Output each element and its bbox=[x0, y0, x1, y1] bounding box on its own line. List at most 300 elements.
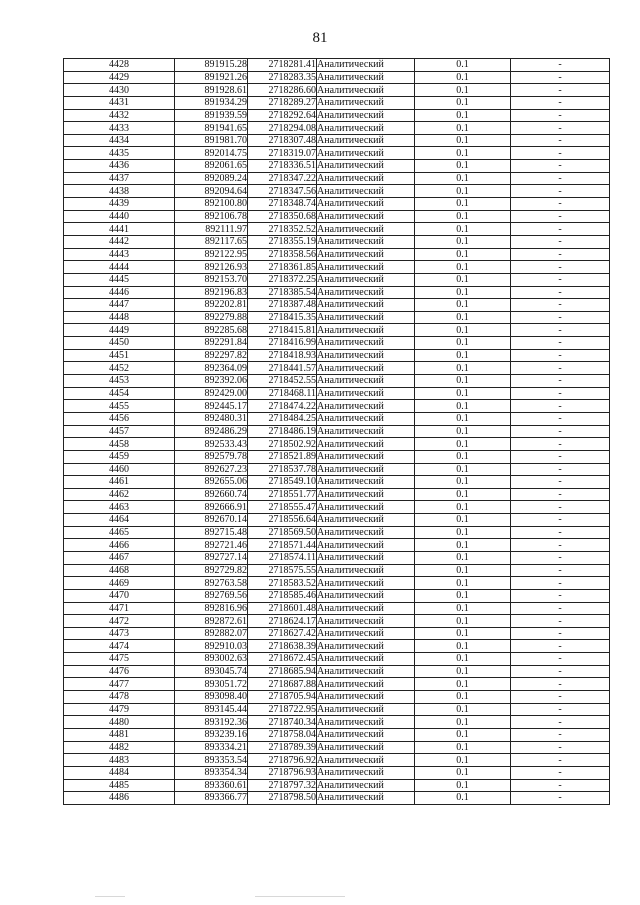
table-row bbox=[64, 741, 610, 754]
method-cell: Аналитический bbox=[317, 261, 415, 274]
y-coordinate-cell: 2718286.60 bbox=[248, 84, 317, 97]
table-row bbox=[64, 514, 610, 527]
y-coordinate-cell: 2718797.32 bbox=[248, 779, 317, 792]
method-cell: Аналитический bbox=[317, 741, 415, 754]
y-coordinate-cell: 2718441.57 bbox=[248, 362, 317, 375]
note-cell: - bbox=[511, 602, 610, 615]
x-coordinate-cell: 892429.00 bbox=[175, 387, 248, 400]
accuracy-cell: 0.1 bbox=[415, 235, 511, 248]
table-row bbox=[64, 425, 610, 438]
x-coordinate-cell: 893360.61 bbox=[175, 779, 248, 792]
accuracy-cell: 0.1 bbox=[415, 337, 511, 350]
accuracy-cell: 0.1 bbox=[415, 741, 511, 754]
y-coordinate-cell: 2718575.55 bbox=[248, 564, 317, 577]
point-number-cell: 4435 bbox=[64, 147, 175, 160]
table-row bbox=[64, 362, 610, 375]
x-coordinate-cell: 892763.58 bbox=[175, 577, 248, 590]
accuracy-cell: 0.1 bbox=[415, 501, 511, 514]
method-cell: Аналитический bbox=[317, 602, 415, 615]
note-cell: - bbox=[511, 640, 610, 653]
method-cell: Аналитический bbox=[317, 210, 415, 223]
y-coordinate-cell: 2718798.50 bbox=[248, 792, 317, 805]
page-number: 81 bbox=[312, 30, 328, 46]
y-coordinate-cell: 2718474.22 bbox=[248, 400, 317, 413]
point-number-cell: 4449 bbox=[64, 324, 175, 337]
y-coordinate-cell: 2718705.94 bbox=[248, 691, 317, 704]
note-cell: - bbox=[511, 728, 610, 741]
note-cell: - bbox=[511, 337, 610, 350]
note-cell: - bbox=[511, 589, 610, 602]
y-coordinate-cell: 2718385.54 bbox=[248, 286, 317, 299]
method-cell: Аналитический bbox=[317, 387, 415, 400]
note-cell: - bbox=[511, 185, 610, 198]
method-cell: Аналитический bbox=[317, 134, 415, 147]
x-coordinate-cell: 892721.46 bbox=[175, 539, 248, 552]
point-number-cell: 4475 bbox=[64, 653, 175, 666]
point-number-cell: 4458 bbox=[64, 438, 175, 451]
accuracy-cell: 0.1 bbox=[415, 476, 511, 489]
y-coordinate-cell: 2718796.92 bbox=[248, 754, 317, 767]
method-cell: Аналитический bbox=[317, 678, 415, 691]
point-number-cell: 4465 bbox=[64, 526, 175, 539]
accuracy-cell: 0.1 bbox=[415, 412, 511, 425]
method-cell: Аналитический bbox=[317, 450, 415, 463]
x-coordinate-cell: 892670.14 bbox=[175, 514, 248, 527]
x-coordinate-cell: 893192.36 bbox=[175, 716, 248, 729]
point-number-cell: 4439 bbox=[64, 198, 175, 211]
table-row bbox=[64, 59, 610, 72]
method-cell: Аналитический bbox=[317, 438, 415, 451]
table-row bbox=[64, 653, 610, 666]
x-coordinate-cell: 892100.80 bbox=[175, 198, 248, 211]
note-cell: - bbox=[511, 109, 610, 122]
x-coordinate-cell: 893354.34 bbox=[175, 766, 248, 779]
note-cell: - bbox=[511, 248, 610, 261]
accuracy-cell: 0.1 bbox=[415, 627, 511, 640]
method-cell: Аналитический bbox=[317, 514, 415, 527]
accuracy-cell: 0.1 bbox=[415, 122, 511, 135]
table-row bbox=[64, 754, 610, 767]
table-row bbox=[64, 792, 610, 805]
x-coordinate-cell: 892445.17 bbox=[175, 400, 248, 413]
accuracy-cell: 0.1 bbox=[415, 615, 511, 628]
y-coordinate-cell: 2718415.35 bbox=[248, 311, 317, 324]
coordinates-table-body bbox=[64, 59, 610, 805]
y-coordinate-cell: 2718294.08 bbox=[248, 122, 317, 135]
note-cell: - bbox=[511, 235, 610, 248]
table-row bbox=[64, 400, 610, 413]
note-cell: - bbox=[511, 450, 610, 463]
point-number-cell: 4453 bbox=[64, 375, 175, 388]
point-number-cell: 4454 bbox=[64, 387, 175, 400]
method-cell: Аналитический bbox=[317, 198, 415, 211]
method-cell: Аналитический bbox=[317, 299, 415, 312]
x-coordinate-cell: 891939.59 bbox=[175, 109, 248, 122]
y-coordinate-cell: 2718685.94 bbox=[248, 665, 317, 678]
x-coordinate-cell: 892202.81 bbox=[175, 299, 248, 312]
note-cell: - bbox=[511, 691, 610, 704]
point-number-cell: 4467 bbox=[64, 551, 175, 564]
note-cell: - bbox=[511, 324, 610, 337]
method-cell: Аналитический bbox=[317, 223, 415, 236]
table-row bbox=[64, 438, 610, 451]
method-cell: Аналитический bbox=[317, 463, 415, 476]
method-cell: Аналитический bbox=[317, 476, 415, 489]
accuracy-cell: 0.1 bbox=[415, 678, 511, 691]
accuracy-cell: 0.1 bbox=[415, 716, 511, 729]
point-number-cell: 4456 bbox=[64, 412, 175, 425]
note-cell: - bbox=[511, 84, 610, 97]
point-number-cell: 4450 bbox=[64, 337, 175, 350]
note-cell: - bbox=[511, 273, 610, 286]
x-coordinate-cell: 892297.82 bbox=[175, 349, 248, 362]
method-cell: Аналитический bbox=[317, 766, 415, 779]
point-number-cell: 4428 bbox=[64, 59, 175, 72]
method-cell: Аналитический bbox=[317, 577, 415, 590]
table-row bbox=[64, 779, 610, 792]
method-cell: Аналитический bbox=[317, 400, 415, 413]
method-cell: Аналитический bbox=[317, 109, 415, 122]
method-cell: Аналитический bbox=[317, 615, 415, 628]
method-cell: Аналитический bbox=[317, 324, 415, 337]
point-number-cell: 4459 bbox=[64, 450, 175, 463]
table-row bbox=[64, 248, 610, 261]
note-cell: - bbox=[511, 425, 610, 438]
point-number-cell: 4443 bbox=[64, 248, 175, 261]
y-coordinate-cell: 2718452.55 bbox=[248, 375, 317, 388]
method-cell: Аналитический bbox=[317, 665, 415, 678]
method-cell: Аналитический bbox=[317, 122, 415, 135]
y-coordinate-cell: 2718601.48 bbox=[248, 602, 317, 615]
note-cell: - bbox=[511, 577, 610, 590]
x-coordinate-cell: 892089.24 bbox=[175, 172, 248, 185]
x-coordinate-cell: 893051.72 bbox=[175, 678, 248, 691]
accuracy-cell: 0.1 bbox=[415, 653, 511, 666]
x-coordinate-cell: 893239.16 bbox=[175, 728, 248, 741]
x-coordinate-cell: 892061.65 bbox=[175, 160, 248, 173]
y-coordinate-cell: 2718372.25 bbox=[248, 273, 317, 286]
x-coordinate-cell: 892910.03 bbox=[175, 640, 248, 653]
accuracy-cell: 0.1 bbox=[415, 450, 511, 463]
y-coordinate-cell: 2718348.74 bbox=[248, 198, 317, 211]
note-cell: - bbox=[511, 147, 610, 160]
x-coordinate-cell: 891934.29 bbox=[175, 96, 248, 109]
note-cell: - bbox=[511, 514, 610, 527]
x-coordinate-cell: 892660.74 bbox=[175, 488, 248, 501]
note-cell: - bbox=[511, 754, 610, 767]
method-cell: Аналитический bbox=[317, 248, 415, 261]
accuracy-cell: 0.1 bbox=[415, 185, 511, 198]
accuracy-cell: 0.1 bbox=[415, 754, 511, 767]
point-number-cell: 4470 bbox=[64, 589, 175, 602]
x-coordinate-cell: 892117.65 bbox=[175, 235, 248, 248]
note-cell: - bbox=[511, 716, 610, 729]
x-coordinate-cell: 892111.97 bbox=[175, 223, 248, 236]
note-cell: - bbox=[511, 476, 610, 489]
method-cell: Аналитический bbox=[317, 96, 415, 109]
accuracy-cell: 0.1 bbox=[415, 488, 511, 501]
scan-artifact bbox=[95, 896, 125, 897]
accuracy-cell: 0.1 bbox=[415, 539, 511, 552]
method-cell: Аналитический bbox=[317, 703, 415, 716]
y-coordinate-cell: 2718638.39 bbox=[248, 640, 317, 653]
table-row bbox=[64, 349, 610, 362]
method-cell: Аналитический bbox=[317, 627, 415, 640]
x-coordinate-cell: 892715.48 bbox=[175, 526, 248, 539]
accuracy-cell: 0.1 bbox=[415, 640, 511, 653]
y-coordinate-cell: 2718537.78 bbox=[248, 463, 317, 476]
point-number-cell: 4483 bbox=[64, 754, 175, 767]
point-number-cell: 4484 bbox=[64, 766, 175, 779]
point-number-cell: 4471 bbox=[64, 602, 175, 615]
x-coordinate-cell: 891981.70 bbox=[175, 134, 248, 147]
y-coordinate-cell: 2718358.56 bbox=[248, 248, 317, 261]
y-coordinate-cell: 2718484.25 bbox=[248, 412, 317, 425]
accuracy-cell: 0.1 bbox=[415, 779, 511, 792]
accuracy-cell: 0.1 bbox=[415, 691, 511, 704]
point-number-cell: 4477 bbox=[64, 678, 175, 691]
method-cell: Аналитический bbox=[317, 539, 415, 552]
y-coordinate-cell: 2718583.52 bbox=[248, 577, 317, 590]
accuracy-cell: 0.1 bbox=[415, 589, 511, 602]
point-number-cell: 4441 bbox=[64, 223, 175, 236]
accuracy-cell: 0.1 bbox=[415, 311, 511, 324]
note-cell: - bbox=[511, 779, 610, 792]
note-cell: - bbox=[511, 59, 610, 72]
point-number-cell: 4447 bbox=[64, 299, 175, 312]
table-row bbox=[64, 223, 610, 236]
point-number-cell: 4433 bbox=[64, 122, 175, 135]
method-cell: Аналитический bbox=[317, 273, 415, 286]
accuracy-cell: 0.1 bbox=[415, 387, 511, 400]
y-coordinate-cell: 2718350.68 bbox=[248, 210, 317, 223]
y-coordinate-cell: 2718486.19 bbox=[248, 425, 317, 438]
y-coordinate-cell: 2718502.92 bbox=[248, 438, 317, 451]
y-coordinate-cell: 2718585.46 bbox=[248, 589, 317, 602]
method-cell: Аналитический bbox=[317, 589, 415, 602]
point-number-cell: 4432 bbox=[64, 109, 175, 122]
table-row bbox=[64, 261, 610, 274]
point-number-cell: 4468 bbox=[64, 564, 175, 577]
x-coordinate-cell: 892126.93 bbox=[175, 261, 248, 274]
method-cell: Аналитический bbox=[317, 653, 415, 666]
table-row bbox=[64, 337, 610, 350]
point-number-cell: 4436 bbox=[64, 160, 175, 173]
method-cell: Аналитический bbox=[317, 235, 415, 248]
method-cell: Аналитический bbox=[317, 337, 415, 350]
table-row bbox=[64, 450, 610, 463]
note-cell: - bbox=[511, 526, 610, 539]
y-coordinate-cell: 2718740.34 bbox=[248, 716, 317, 729]
note-cell: - bbox=[511, 96, 610, 109]
table-row bbox=[64, 488, 610, 501]
table-row bbox=[64, 627, 610, 640]
note-cell: - bbox=[511, 172, 610, 185]
accuracy-cell: 0.1 bbox=[415, 792, 511, 805]
point-number-cell: 4463 bbox=[64, 501, 175, 514]
note-cell: - bbox=[511, 564, 610, 577]
point-number-cell: 4462 bbox=[64, 488, 175, 501]
accuracy-cell: 0.1 bbox=[415, 324, 511, 337]
table-row bbox=[64, 551, 610, 564]
note-cell: - bbox=[511, 71, 610, 84]
note-cell: - bbox=[511, 463, 610, 476]
table-row bbox=[64, 84, 610, 97]
x-coordinate-cell: 892727.14 bbox=[175, 551, 248, 564]
point-number-cell: 4485 bbox=[64, 779, 175, 792]
table-row bbox=[64, 311, 610, 324]
table-row bbox=[64, 678, 610, 691]
y-coordinate-cell: 2718758.04 bbox=[248, 728, 317, 741]
y-coordinate-cell: 2718292.64 bbox=[248, 109, 317, 122]
accuracy-cell: 0.1 bbox=[415, 551, 511, 564]
accuracy-cell: 0.1 bbox=[415, 400, 511, 413]
x-coordinate-cell: 892106.78 bbox=[175, 210, 248, 223]
y-coordinate-cell: 2718307.48 bbox=[248, 134, 317, 147]
table-row bbox=[64, 160, 610, 173]
y-coordinate-cell: 2718556.64 bbox=[248, 514, 317, 527]
accuracy-cell: 0.1 bbox=[415, 438, 511, 451]
point-number-cell: 4431 bbox=[64, 96, 175, 109]
accuracy-cell: 0.1 bbox=[415, 514, 511, 527]
y-coordinate-cell: 2718281.41 bbox=[248, 59, 317, 72]
accuracy-cell: 0.1 bbox=[415, 198, 511, 211]
x-coordinate-cell: 892769.56 bbox=[175, 589, 248, 602]
y-coordinate-cell: 2718347.22 bbox=[248, 172, 317, 185]
note-cell: - bbox=[511, 400, 610, 413]
method-cell: Аналитический bbox=[317, 311, 415, 324]
x-coordinate-cell: 892153.70 bbox=[175, 273, 248, 286]
x-coordinate-cell: 893145.44 bbox=[175, 703, 248, 716]
note-cell: - bbox=[511, 198, 610, 211]
scan-artifact bbox=[255, 896, 345, 897]
point-number-cell: 4473 bbox=[64, 627, 175, 640]
accuracy-cell: 0.1 bbox=[415, 703, 511, 716]
method-cell: Аналитический bbox=[317, 792, 415, 805]
y-coordinate-cell: 2718416.99 bbox=[248, 337, 317, 350]
x-coordinate-cell: 892729.82 bbox=[175, 564, 248, 577]
accuracy-cell: 0.1 bbox=[415, 728, 511, 741]
y-coordinate-cell: 2718347.56 bbox=[248, 185, 317, 198]
x-coordinate-cell: 893366.77 bbox=[175, 792, 248, 805]
point-number-cell: 4486 bbox=[64, 792, 175, 805]
note-cell: - bbox=[511, 501, 610, 514]
y-coordinate-cell: 2718672.45 bbox=[248, 653, 317, 666]
y-coordinate-cell: 2718569.50 bbox=[248, 526, 317, 539]
x-coordinate-cell: 891921.26 bbox=[175, 71, 248, 84]
table-row bbox=[64, 210, 610, 223]
accuracy-cell: 0.1 bbox=[415, 577, 511, 590]
point-number-cell: 4434 bbox=[64, 134, 175, 147]
method-cell: Аналитический bbox=[317, 375, 415, 388]
note-cell: - bbox=[511, 539, 610, 552]
accuracy-cell: 0.1 bbox=[415, 223, 511, 236]
accuracy-cell: 0.1 bbox=[415, 109, 511, 122]
x-coordinate-cell: 892364.09 bbox=[175, 362, 248, 375]
x-coordinate-cell: 892014.75 bbox=[175, 147, 248, 160]
point-number-cell: 4461 bbox=[64, 476, 175, 489]
note-cell: - bbox=[511, 299, 610, 312]
method-cell: Аналитический bbox=[317, 691, 415, 704]
y-coordinate-cell: 2718549.10 bbox=[248, 476, 317, 489]
note-cell: - bbox=[511, 311, 610, 324]
table-row bbox=[64, 286, 610, 299]
table-row bbox=[64, 476, 610, 489]
table-row bbox=[64, 96, 610, 109]
point-number-cell: 4472 bbox=[64, 615, 175, 628]
table-row bbox=[64, 501, 610, 514]
y-coordinate-cell: 2718415.81 bbox=[248, 324, 317, 337]
note-cell: - bbox=[511, 551, 610, 564]
note-cell: - bbox=[511, 703, 610, 716]
y-coordinate-cell: 2718361.85 bbox=[248, 261, 317, 274]
accuracy-cell: 0.1 bbox=[415, 526, 511, 539]
point-number-cell: 4466 bbox=[64, 539, 175, 552]
point-number-cell: 4455 bbox=[64, 400, 175, 413]
note-cell: - bbox=[511, 223, 610, 236]
x-coordinate-cell: 892094.64 bbox=[175, 185, 248, 198]
x-coordinate-cell: 892279.88 bbox=[175, 311, 248, 324]
y-coordinate-cell: 2718319.07 bbox=[248, 147, 317, 160]
y-coordinate-cell: 2718574.11 bbox=[248, 551, 317, 564]
x-coordinate-cell: 892816.96 bbox=[175, 602, 248, 615]
note-cell: - bbox=[511, 741, 610, 754]
note-cell: - bbox=[511, 387, 610, 400]
table-row bbox=[64, 589, 610, 602]
table-row bbox=[64, 122, 610, 135]
note-cell: - bbox=[511, 438, 610, 451]
note-cell: - bbox=[511, 412, 610, 425]
table-row bbox=[64, 615, 610, 628]
note-cell: - bbox=[511, 261, 610, 274]
x-coordinate-cell: 892285.68 bbox=[175, 324, 248, 337]
note-cell: - bbox=[511, 678, 610, 691]
table-row bbox=[64, 109, 610, 122]
note-cell: - bbox=[511, 792, 610, 805]
y-coordinate-cell: 2718571.44 bbox=[248, 539, 317, 552]
table-row bbox=[64, 539, 610, 552]
note-cell: - bbox=[511, 488, 610, 501]
point-number-cell: 4482 bbox=[64, 741, 175, 754]
accuracy-cell: 0.1 bbox=[415, 286, 511, 299]
table-row bbox=[64, 324, 610, 337]
table-row bbox=[64, 71, 610, 84]
table-row bbox=[64, 172, 610, 185]
method-cell: Аналитический bbox=[317, 640, 415, 653]
note-cell: - bbox=[511, 286, 610, 299]
y-coordinate-cell: 2718355.19 bbox=[248, 235, 317, 248]
x-coordinate-cell: 892655.06 bbox=[175, 476, 248, 489]
table-row bbox=[64, 691, 610, 704]
x-coordinate-cell: 891941.65 bbox=[175, 122, 248, 135]
point-number-cell: 4448 bbox=[64, 311, 175, 324]
table-row bbox=[64, 147, 610, 160]
y-coordinate-cell: 2718289.27 bbox=[248, 96, 317, 109]
x-coordinate-cell: 892533.43 bbox=[175, 438, 248, 451]
table-row bbox=[64, 299, 610, 312]
x-coordinate-cell: 892872.61 bbox=[175, 615, 248, 628]
note-cell: - bbox=[511, 210, 610, 223]
method-cell: Аналитический bbox=[317, 501, 415, 514]
method-cell: Аналитический bbox=[317, 160, 415, 173]
y-coordinate-cell: 2718418.93 bbox=[248, 349, 317, 362]
note-cell: - bbox=[511, 375, 610, 388]
table-row bbox=[64, 198, 610, 211]
accuracy-cell: 0.1 bbox=[415, 375, 511, 388]
x-coordinate-cell: 892480.31 bbox=[175, 412, 248, 425]
table-row bbox=[64, 665, 610, 678]
x-coordinate-cell: 892196.83 bbox=[175, 286, 248, 299]
